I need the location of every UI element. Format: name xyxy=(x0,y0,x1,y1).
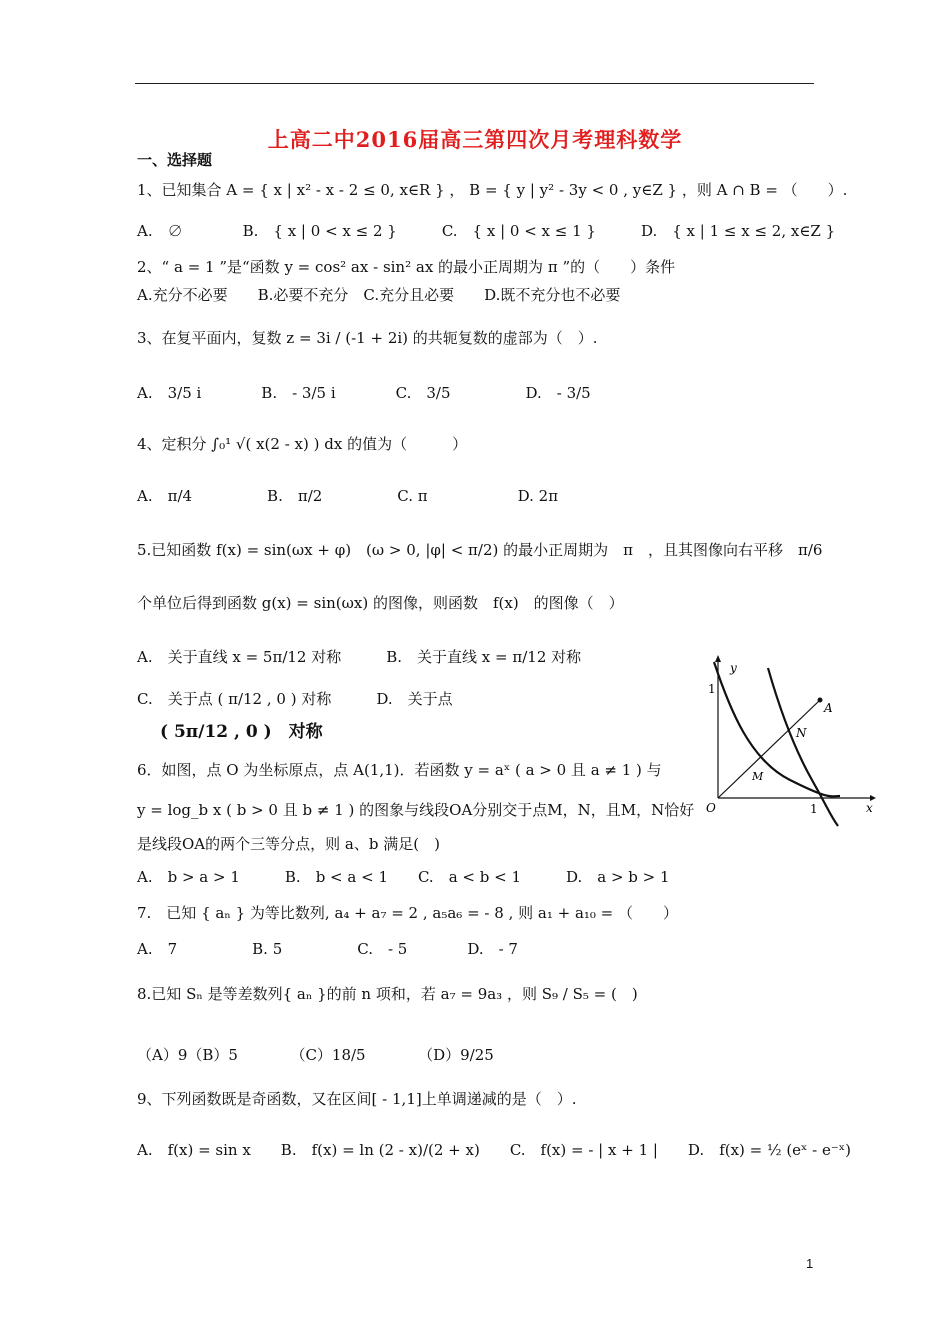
x-one-label: 1 xyxy=(810,802,818,816)
point-a-label: A xyxy=(824,701,833,715)
question-4: 4、定积分 ∫₀¹ √( x(2 - x) ) dx 的值为（ ） xyxy=(137,435,468,453)
point-n-label: N xyxy=(796,726,807,740)
question-9-options: A. f(x) = sin x B. f(x) = ln (2 - x)/(2 + x) C. f(x) = - | x + 1 | D. f(x) = ½ (eˣ - e⁻ˣ) xyxy=(137,1141,852,1159)
x-axis-label: x xyxy=(866,801,873,815)
question-6-cont2: 是线段OA的两个三等分点，则 a、b 满足( ) xyxy=(137,835,440,853)
question-2: 2、“ a = 1 ”是“函数 y = cos² ax - sin² ax 的最小正周期为 π ”的（ ）条件 xyxy=(137,258,676,276)
question-6-cont: y = log_b x ( b > 0 且 b ≠ 1 ) 的图象与线段OA分别交于点M，N，且M，N恰好 xyxy=(137,801,695,819)
question-8: 8.已知 Sₙ 是等差数列{ aₙ }的前 n 项和，若 a₇ = 9a₃ ，则 S₉ / S₅ = ( ) xyxy=(137,985,638,1003)
origin-label: O xyxy=(706,801,716,815)
question-5-options-cd: C. 关于点 ( π/12 , 0 ) 对称 D. 关于点 xyxy=(137,690,453,708)
question-6-figure xyxy=(700,650,880,830)
top-rule xyxy=(135,83,814,84)
question-1-options: A. ∅ B. { x | 0 < x ≤ 2 } C. { x | 0 < x ≤ 1 } D. { x | 1 ≤ x ≤ 2, x∈Z } xyxy=(137,222,836,240)
question-6: 6．如图，点 O 为坐标原点，点 A(1,1)．若函数 y = aˣ ( a > 0 且 a ≠ 1 ) 与 xyxy=(137,761,662,779)
section-heading: 一、选择题 xyxy=(137,151,213,169)
question-5-cont: 个单位后得到函数 g(x) = sin(ωx) 的图像，则函数 f(x) 的图像（ ） xyxy=(137,594,624,612)
question-5-option-d-point: ( 5π/12 , 0 ) 对称 xyxy=(160,722,323,742)
page-number: 1 xyxy=(806,1256,814,1271)
y-one-label: 1 xyxy=(708,682,716,696)
question-7: 7. 已知 { aₙ } 为等比数列, a₄ + a₇ = 2 , a₅a₆ = - 8 , 则 a₁ + a₁₀ = （ ） xyxy=(137,904,679,922)
question-3: 3、在复平面内，复数 z = 3i / (-1 + 2i) 的共轭复数的虚部为（ ）. xyxy=(137,329,598,347)
question-8-options: （A）9（B）5 （C）18/5 （D）9/25 xyxy=(137,1046,494,1064)
question-7-options: A. 7 B. 5 C. - 5 D. - 7 xyxy=(137,940,518,958)
question-4-options: A. π/4 B. π/2 C. π D. 2π xyxy=(137,487,559,505)
point-m-label: M xyxy=(752,770,764,783)
question-5-options-ab: A. 关于直线 x = 5π/12 对称 B. 关于直线 x = π/12 对称 xyxy=(137,648,582,666)
y-axis-label: y xyxy=(730,661,737,675)
question-5: 5.已知函数 f(x) = sin(ωx + φ) (ω > 0, |φ| < π/2) 的最小正周期为 π ，且其图像向右平移 π/6 xyxy=(137,541,823,559)
page-title: 上高二中2016届高三第四次月考理科数学 xyxy=(267,127,683,152)
question-9: 9、下列函数既是奇函数，又在区间[ - 1,1]上单调递减的是（ ）. xyxy=(137,1090,577,1108)
question-1: 1、已知集合 A = { x | x² - x - 2 ≤ 0, x∈R } ， B = { y | y² - 3y < 0 , y∈Z } ，则 A ∩ B = （ ）. xyxy=(137,181,848,199)
question-3-options: A. 3/5 i B. - 3/5 i C. 3/5 D. - 3/5 xyxy=(137,384,591,402)
question-6-options: A. b > a > 1 B. b < a < 1 C. a < b < 1 D. a > b > 1 xyxy=(137,868,670,886)
question-2-options: A.充分不必要 B.必要不充分 C.充分且必要 D.既不充分也不必要 xyxy=(137,286,621,304)
